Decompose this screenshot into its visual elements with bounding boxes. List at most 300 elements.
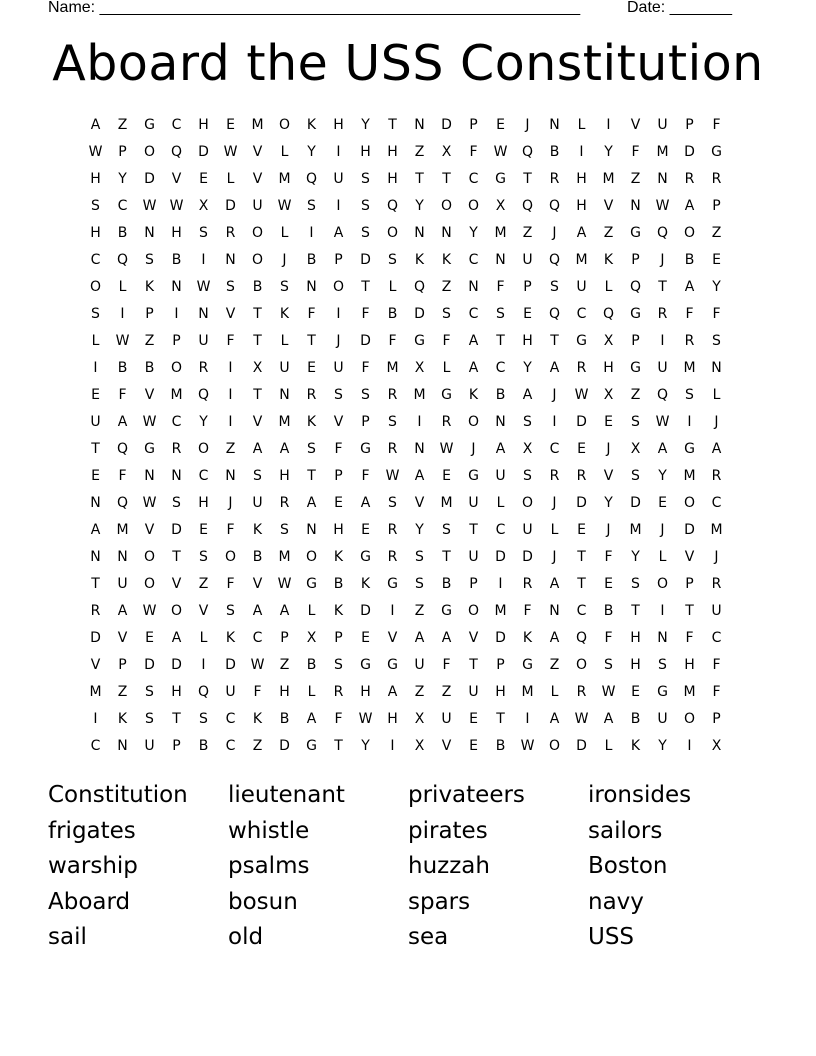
- grid-letter: Q: [116, 441, 129, 457]
- grid-letter: W: [169, 198, 184, 214]
- grid-letter: N: [657, 630, 668, 646]
- grid-letter: N: [225, 252, 236, 268]
- grid-letter: E: [91, 387, 100, 403]
- word-list-item: old: [228, 924, 264, 950]
- grid-letter: I: [120, 306, 125, 322]
- grid-letter: X: [522, 441, 533, 457]
- grid-letter: D: [684, 144, 695, 160]
- grid-letter: E: [334, 495, 343, 511]
- grid-letter: E: [577, 522, 586, 538]
- grid-letter: P: [631, 252, 640, 268]
- grid-letter: T: [496, 333, 505, 349]
- grid-letter: V: [171, 171, 182, 187]
- grid-letter: E: [361, 630, 370, 646]
- grid-letter: A: [576, 225, 587, 241]
- grid-letter: E: [469, 738, 478, 754]
- grid-letter: F: [685, 306, 694, 322]
- grid-letter: I: [660, 333, 665, 349]
- grid-letter: Y: [604, 144, 613, 160]
- grid-letter: C: [225, 711, 236, 727]
- grid-letter: R: [522, 576, 533, 592]
- grid-letter: N: [225, 468, 236, 484]
- grid-letter: U: [576, 279, 587, 295]
- grid-letter: H: [387, 711, 398, 727]
- grid-letter: O: [197, 441, 210, 457]
- grid-letter: S: [388, 495, 397, 511]
- grid-letter: A: [387, 684, 398, 700]
- grid-letter: Q: [521, 144, 534, 160]
- grid-letter: J: [606, 441, 611, 457]
- grid-letter: S: [523, 468, 532, 484]
- grid-letter: M: [89, 684, 102, 700]
- grid-letter: L: [307, 684, 316, 700]
- grid-letter: G: [387, 657, 398, 673]
- grid-letter: A: [90, 522, 101, 538]
- grid-letter: E: [631, 684, 640, 700]
- grid-letter: Q: [521, 198, 534, 214]
- grid-letter: H: [387, 144, 398, 160]
- grid-letter: Y: [631, 549, 640, 565]
- grid-letter: H: [171, 684, 182, 700]
- grid-letter: I: [687, 414, 692, 430]
- grid-letter: X: [441, 144, 452, 160]
- grid-letter: Y: [415, 198, 424, 214]
- grid-letter: I: [201, 252, 206, 268]
- grid-letter: R: [90, 603, 101, 619]
- grid-letter: D: [90, 630, 101, 646]
- grid-letter: U: [657, 711, 668, 727]
- grid-letter: C: [198, 468, 209, 484]
- grid-letter: L: [280, 333, 289, 349]
- grid-letter: N: [90, 549, 101, 565]
- grid-letter: Y: [658, 468, 667, 484]
- grid-letter: F: [334, 711, 343, 727]
- grid-letter: G: [657, 684, 668, 700]
- grid-row: [82, 112, 730, 139]
- grid-letter: B: [603, 603, 614, 619]
- grid-letter: G: [630, 225, 641, 241]
- grid-row: [82, 166, 730, 193]
- grid-letter: X: [603, 333, 614, 349]
- grid-letter: L: [604, 738, 613, 754]
- grid-letter: R: [549, 171, 560, 187]
- grid-letter: B: [252, 279, 263, 295]
- grid-letter: F: [604, 630, 613, 646]
- word-list-item: warship: [48, 853, 138, 879]
- grid-letter: T: [253, 333, 262, 349]
- grid-letter: T: [91, 576, 100, 592]
- grid-letter: V: [144, 522, 155, 538]
- grid-letter: H: [522, 333, 533, 349]
- grid-letter: F: [334, 441, 343, 457]
- grid-letter: F: [469, 144, 478, 160]
- grid-letter: Z: [549, 657, 560, 673]
- grid-letter: S: [712, 333, 721, 349]
- grid-letter: I: [660, 603, 665, 619]
- grid-letter: M: [116, 522, 129, 538]
- grid-letter: H: [90, 225, 101, 241]
- grid-letter: E: [523, 306, 532, 322]
- grid-letter: T: [307, 333, 316, 349]
- grid-letter: X: [414, 360, 425, 376]
- grid-letter: R: [171, 441, 182, 457]
- grid-letter: J: [282, 252, 287, 268]
- grid-letter: D: [684, 522, 695, 538]
- grid-letter: U: [225, 684, 236, 700]
- grid-letter: S: [145, 711, 154, 727]
- grid-letter: M: [683, 684, 696, 700]
- grid-letter: O: [467, 414, 480, 430]
- grid-letter: E: [469, 711, 478, 727]
- grid-letter: V: [171, 576, 182, 592]
- grid-letter: D: [576, 495, 587, 511]
- grid-letter: W: [142, 603, 157, 619]
- grid-letter: P: [361, 414, 370, 430]
- grid-letter: F: [712, 684, 721, 700]
- grid-letter: N: [657, 171, 668, 187]
- grid-letter: W: [196, 279, 211, 295]
- grid-letter: Z: [630, 171, 641, 187]
- grid-letter: A: [252, 603, 263, 619]
- grid-letter: I: [390, 603, 395, 619]
- grid-letter: G: [522, 657, 533, 673]
- grid-letter: Q: [170, 144, 183, 160]
- grid-letter: N: [171, 279, 182, 295]
- grid-letter: E: [307, 360, 316, 376]
- grid-letter: K: [279, 306, 290, 322]
- grid-letter: Y: [361, 117, 370, 133]
- grid-letter: S: [361, 171, 370, 187]
- grid-letter: J: [606, 522, 611, 538]
- grid-row: [82, 247, 730, 274]
- grid-letter: I: [498, 576, 503, 592]
- grid-letter: I: [228, 387, 233, 403]
- grid-letter: H: [495, 684, 506, 700]
- grid-letter: Y: [523, 360, 532, 376]
- grid-letter: U: [198, 333, 209, 349]
- grid-letter: W: [358, 711, 373, 727]
- grid-letter: R: [387, 549, 398, 565]
- grid-letter: S: [253, 468, 262, 484]
- grid-letter: Y: [712, 279, 721, 295]
- grid-letter: X: [711, 738, 722, 754]
- grid-letter: C: [495, 360, 506, 376]
- grid-letter: V: [252, 576, 263, 592]
- grid-letter: R: [279, 495, 290, 511]
- grid-row: [82, 625, 730, 652]
- grid-letter: O: [143, 144, 156, 160]
- grid-row: [82, 517, 730, 544]
- grid-letter: U: [657, 360, 668, 376]
- grid-letter: N: [90, 495, 101, 511]
- grid-letter: I: [417, 414, 422, 430]
- grid-letter: M: [683, 468, 696, 484]
- grid-letter: W: [250, 657, 265, 673]
- grid-letter: K: [603, 252, 614, 268]
- grid-letter: Y: [604, 495, 613, 511]
- grid-letter: H: [576, 198, 587, 214]
- grid-letter: U: [711, 603, 722, 619]
- grid-letter: I: [579, 144, 584, 160]
- grid-letter: D: [360, 252, 371, 268]
- grid-letter: M: [602, 171, 615, 187]
- grid-row: [82, 409, 730, 436]
- grid-letter: P: [334, 468, 343, 484]
- grid-letter: R: [711, 171, 722, 187]
- grid-letter: L: [91, 333, 100, 349]
- grid-letter: R: [684, 171, 695, 187]
- grid-letter: F: [253, 684, 262, 700]
- grid-letter: M: [170, 387, 183, 403]
- grid-letter: Q: [413, 279, 426, 295]
- grid-letter: B: [630, 711, 641, 727]
- grid-letter: F: [685, 630, 694, 646]
- grid-letter: N: [144, 468, 155, 484]
- grid-letter: S: [361, 198, 370, 214]
- word-list-item: sea: [408, 924, 449, 950]
- grid-letter: T: [631, 603, 640, 619]
- grid-letter: A: [684, 279, 695, 295]
- word-list-item: USS: [588, 924, 635, 950]
- letter-grid: [82, 112, 730, 760]
- grid-letter: D: [360, 603, 371, 619]
- grid-letter: K: [117, 711, 128, 727]
- grid-letter: N: [306, 279, 317, 295]
- grid-letter: G: [360, 441, 371, 457]
- grid-letter: X: [306, 630, 317, 646]
- grid-letter: L: [280, 225, 289, 241]
- grid-letter: O: [278, 117, 291, 133]
- grid-letter: A: [657, 441, 668, 457]
- grid-letter: C: [576, 306, 587, 322]
- grid-letter: F: [388, 333, 397, 349]
- grid-letter: C: [171, 414, 182, 430]
- grid-letter: A: [495, 441, 506, 457]
- grid-letter: N: [468, 279, 479, 295]
- word-list-item: ironsides: [588, 782, 692, 808]
- grid-letter: K: [630, 738, 641, 754]
- grid-letter: L: [388, 279, 397, 295]
- grid-letter: S: [361, 387, 370, 403]
- grid-letter: S: [199, 549, 208, 565]
- grid-letter: U: [441, 711, 452, 727]
- grid-letter: U: [252, 495, 263, 511]
- grid-letter: K: [522, 630, 533, 646]
- grid-letter: B: [495, 387, 506, 403]
- grid-letter: S: [199, 225, 208, 241]
- grid-letter: V: [603, 468, 614, 484]
- grid-letter: F: [361, 468, 370, 484]
- grid-letter: E: [361, 522, 370, 538]
- grid-letter: I: [390, 738, 395, 754]
- grid-letter: O: [575, 657, 588, 673]
- grid-letter: W: [574, 711, 589, 727]
- grid-letter: I: [525, 711, 530, 727]
- grid-letter: S: [91, 198, 100, 214]
- grid-letter: X: [414, 711, 425, 727]
- grid-letter: G: [414, 333, 425, 349]
- grid-row: [82, 463, 730, 490]
- grid-letter: A: [549, 360, 560, 376]
- grid-letter: K: [144, 279, 155, 295]
- grid-letter: F: [118, 468, 127, 484]
- grid-letter: T: [361, 279, 370, 295]
- grid-letter: E: [442, 468, 451, 484]
- word-list-item: lieutenant: [228, 782, 345, 808]
- grid-letter: A: [414, 468, 425, 484]
- grid-row: [82, 733, 730, 760]
- grid-letter: T: [415, 171, 424, 187]
- grid-letter: Z: [441, 279, 452, 295]
- grid-letter: N: [117, 738, 128, 754]
- grid-letter: Q: [656, 225, 669, 241]
- grid-letter: K: [360, 576, 371, 592]
- grid-letter: Q: [548, 198, 561, 214]
- grid-letter: I: [606, 117, 611, 133]
- grid-letter: E: [496, 117, 505, 133]
- grid-letter: M: [278, 171, 291, 187]
- grid-letter: Z: [630, 387, 641, 403]
- grid-letter: G: [630, 360, 641, 376]
- grid-letter: H: [333, 117, 344, 133]
- grid-letter: H: [90, 171, 101, 187]
- grid-letter: N: [279, 387, 290, 403]
- grid-letter: D: [576, 738, 587, 754]
- grid-letter: S: [523, 414, 532, 430]
- grid-letter: A: [549, 711, 560, 727]
- word-list-item: whistle: [228, 817, 310, 844]
- grid-letter: A: [549, 576, 560, 592]
- grid-letter: O: [89, 279, 102, 295]
- grid-letter: N: [711, 360, 722, 376]
- grid-row: [82, 679, 730, 706]
- grid-letter: P: [685, 576, 694, 592]
- grid-letter: C: [90, 252, 101, 268]
- grid-letter: V: [333, 414, 344, 430]
- grid-letter: N: [441, 225, 452, 241]
- grid-letter: G: [360, 657, 371, 673]
- grid-letter: N: [495, 414, 506, 430]
- grid-letter: A: [522, 387, 533, 403]
- grid-letter: T: [577, 576, 586, 592]
- word-list-item: navy: [588, 888, 644, 915]
- grid-letter: D: [495, 549, 506, 565]
- grid-letter: G: [360, 549, 371, 565]
- grid-letter: S: [226, 279, 235, 295]
- grid-letter: N: [630, 198, 641, 214]
- grid-letter: F: [361, 306, 370, 322]
- grid-row: [82, 652, 730, 679]
- grid-letter: A: [441, 630, 452, 646]
- grid-letter: Y: [658, 738, 667, 754]
- grid-letter: R: [198, 360, 209, 376]
- grid-letter: R: [387, 441, 398, 457]
- grid-letter: R: [441, 414, 452, 430]
- grid-letter: S: [496, 306, 505, 322]
- grid-letter: T: [172, 549, 181, 565]
- grid-letter: C: [468, 306, 479, 322]
- grid-letter: I: [228, 360, 233, 376]
- grid-letter: M: [386, 360, 399, 376]
- grid-letter: O: [683, 495, 696, 511]
- grid-letter: R: [549, 468, 560, 484]
- grid-letter: P: [469, 576, 478, 592]
- grid-letter: G: [684, 441, 695, 457]
- grid-letter: L: [199, 630, 208, 646]
- grid-letter: R: [657, 306, 668, 322]
- word-list-item: sailors: [588, 817, 663, 844]
- grid-letter: M: [251, 117, 264, 133]
- grid-letter: B: [684, 252, 695, 268]
- grid-letter: S: [388, 414, 397, 430]
- grid-letter: N: [198, 306, 209, 322]
- grid-letter: D: [171, 522, 182, 538]
- grid-row: [82, 706, 730, 733]
- grid-letter: I: [201, 657, 206, 673]
- grid-letter: H: [279, 684, 290, 700]
- grid-letter: S: [226, 603, 235, 619]
- grid-letter: F: [118, 387, 127, 403]
- grid-letter: E: [712, 252, 721, 268]
- grid-letter: J: [660, 522, 665, 538]
- grid-letter: J: [660, 252, 665, 268]
- grid-letter: Q: [116, 252, 129, 268]
- grid-letter: Z: [414, 144, 425, 160]
- grid-row: [82, 598, 730, 625]
- grid-letter: A: [171, 630, 182, 646]
- grid-letter: F: [496, 279, 505, 295]
- grid-letter: A: [252, 441, 263, 457]
- grid-letter: H: [360, 684, 371, 700]
- grid-letter: V: [252, 171, 263, 187]
- grid-letter: R: [387, 522, 398, 538]
- grid-letter: B: [441, 576, 452, 592]
- grid-letter: W: [385, 468, 400, 484]
- grid-letter: S: [442, 306, 451, 322]
- grid-letter: H: [576, 171, 587, 187]
- grid-letter: V: [387, 630, 398, 646]
- grid-letter: S: [388, 252, 397, 268]
- grid-letter: W: [142, 495, 157, 511]
- grid-letter: N: [549, 117, 560, 133]
- word-list-item: Constitution: [48, 782, 188, 808]
- grid-letter: J: [525, 117, 530, 133]
- grid-letter: C: [711, 630, 722, 646]
- grid-letter: X: [495, 198, 506, 214]
- grid-letter: Z: [117, 117, 128, 133]
- grid-letter: G: [306, 738, 317, 754]
- grid-letter: G: [441, 603, 452, 619]
- grid-letter: W: [277, 198, 292, 214]
- grid-letter: I: [309, 225, 314, 241]
- grid-letter: O: [170, 603, 183, 619]
- grid-letter: G: [711, 144, 722, 160]
- grid-letter: D: [441, 117, 452, 133]
- grid-letter: H: [360, 144, 371, 160]
- grid-letter: K: [333, 603, 344, 619]
- grid-letter: Z: [198, 576, 209, 592]
- grid-letter: P: [712, 198, 721, 214]
- grid-letter: S: [172, 495, 181, 511]
- grid-letter: G: [576, 333, 587, 349]
- grid-letter: U: [522, 522, 533, 538]
- grid-letter: T: [685, 603, 694, 619]
- grid-letter: W: [655, 414, 670, 430]
- grid-letter: X: [198, 198, 209, 214]
- grid-letter: A: [306, 495, 317, 511]
- grid-letter: F: [523, 603, 532, 619]
- grid-letter: H: [198, 117, 209, 133]
